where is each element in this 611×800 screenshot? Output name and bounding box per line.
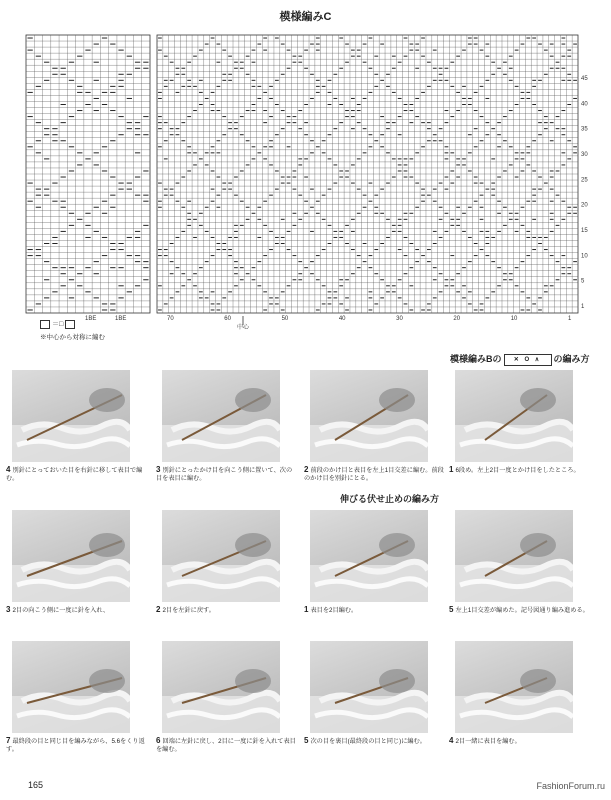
step-text: 2目を左針に戻す。 [162, 607, 215, 614]
step-photo [162, 510, 280, 602]
step-number: 6 [156, 736, 161, 745]
knitting-needle-icon [12, 641, 130, 733]
step-caption [304, 737, 444, 746]
step-text: 次の目を裏目(最終段の目と同じ)に編む。 [310, 738, 426, 745]
row-label: 5 [581, 278, 585, 285]
step-caption [6, 737, 146, 754]
section1-heading [450, 352, 590, 366]
column-label: 40 [338, 316, 346, 322]
step-photo [455, 370, 573, 462]
knitting-needle-icon [310, 510, 428, 602]
step-number: 2 [304, 465, 309, 474]
knitting-chart [0, 0, 611, 330]
step-text: 別針にとっておいた目を右針に移して表目で編む。 [6, 467, 143, 482]
section1-prefix: 模様編みBの [450, 354, 502, 364]
step-photo [310, 641, 428, 733]
knitting-needle-icon [310, 370, 428, 462]
step-caption [449, 737, 589, 746]
blank-square-icon [65, 320, 75, 329]
step-number: 1 [449, 465, 454, 474]
chart-note: ※中心から対称に編む [40, 334, 105, 341]
knitting-needle-icon [162, 510, 280, 602]
step-number: 2 [156, 605, 161, 614]
step-text: 前段のかけ目と表目を左上1目交差に編む。前段のかけ目を別針にとる。 [304, 467, 444, 482]
column-label: 60 [224, 316, 231, 322]
knitting-needle-icon [455, 510, 573, 602]
knitting-needle-icon [455, 641, 573, 733]
chart-grid-left [26, 35, 150, 313]
step-photo [162, 641, 280, 733]
step-caption [156, 606, 296, 615]
knitting-needle-icon [12, 370, 130, 462]
step-photo [12, 641, 130, 733]
chart-legend [40, 319, 75, 329]
step-caption [6, 606, 146, 615]
blank-square-icon [40, 320, 50, 329]
chart-title: 模様編みC [279, 11, 332, 23]
step-number: 5 [449, 605, 454, 614]
section2-heading: 伸びる伏せ止めの編み方 [340, 494, 440, 504]
step-text: 6段め。左上2目一度とかけ目をしたところ。 [455, 467, 580, 474]
step-photo [455, 641, 573, 733]
knitting-needle-icon [455, 370, 573, 462]
step-photo [12, 510, 130, 602]
left-column-label: 1BE [115, 316, 127, 322]
step-text: 2目一緒に表目を編む。 [455, 738, 521, 745]
step-number: 1 [304, 605, 309, 614]
knitting-needle-icon [162, 370, 280, 462]
column-label: 1 [568, 316, 572, 322]
row-label: 20 [581, 202, 588, 209]
knitting-needle-icon [162, 641, 280, 733]
row-label: 25 [581, 177, 588, 184]
row-label: 1 [581, 304, 585, 310]
step-photo [310, 510, 428, 602]
row-label: 35 [581, 126, 588, 133]
watermark-text: FashionForum.ru [536, 781, 605, 791]
step-photo [162, 370, 280, 462]
step-caption [304, 606, 444, 615]
knitting-needle-icon [12, 510, 130, 602]
column-label: 30 [396, 316, 403, 322]
row-label: 40 [581, 101, 588, 108]
step-text: 別針にとったかけ目を向こう側に置いて、次の目を表目に編む。 [156, 467, 293, 482]
step-caption [304, 466, 444, 483]
step-text: 最終段の目と同じ目を編みながら、5.6をくり返す。 [6, 738, 145, 753]
step-caption [449, 606, 589, 615]
column-label: 10 [510, 316, 518, 322]
step-number: 4 [449, 736, 454, 745]
page-number: 165 [28, 780, 44, 790]
step-photo [310, 370, 428, 462]
step-caption [6, 466, 146, 483]
row-label: 10 [581, 253, 588, 260]
section1-suffix: の編み方 [553, 354, 590, 364]
column-label: 20 [453, 316, 461, 322]
step-number: 5 [304, 736, 309, 745]
row-label: 45 [581, 76, 588, 82]
knitting-needle-icon [310, 641, 428, 733]
legend-text: ＝□ [52, 321, 64, 328]
step-photo [455, 510, 573, 602]
row-label: 30 [581, 152, 588, 158]
step-caption [449, 466, 589, 475]
step-number: 4 [6, 465, 11, 474]
column-label: 70 [167, 316, 174, 322]
step-caption [156, 737, 296, 754]
column-label: 50 [281, 316, 289, 322]
center-label: 中心 [237, 325, 250, 330]
step-photo [12, 370, 130, 462]
step-text: 回端に左針に戻し、2目に一度に針を入れて表目を編む。 [156, 738, 296, 753]
step-number: 7 [6, 736, 11, 745]
step-text: 表目を2目編む。 [310, 607, 358, 614]
left-column-label: 1BE [85, 316, 97, 322]
knit-symbol-icon: ✕ O ∧ [504, 354, 552, 366]
step-text: 2目の向こう側に一度に針を入れ、 [12, 607, 110, 614]
step-number: 3 [6, 605, 11, 614]
step-number: 3 [156, 465, 161, 474]
row-label: 15 [581, 228, 588, 234]
chart-grid-right [157, 35, 578, 313]
step-caption [156, 466, 296, 483]
step-text: 左上1目交差が編めた。記号図通り編み進める。 [455, 607, 589, 614]
